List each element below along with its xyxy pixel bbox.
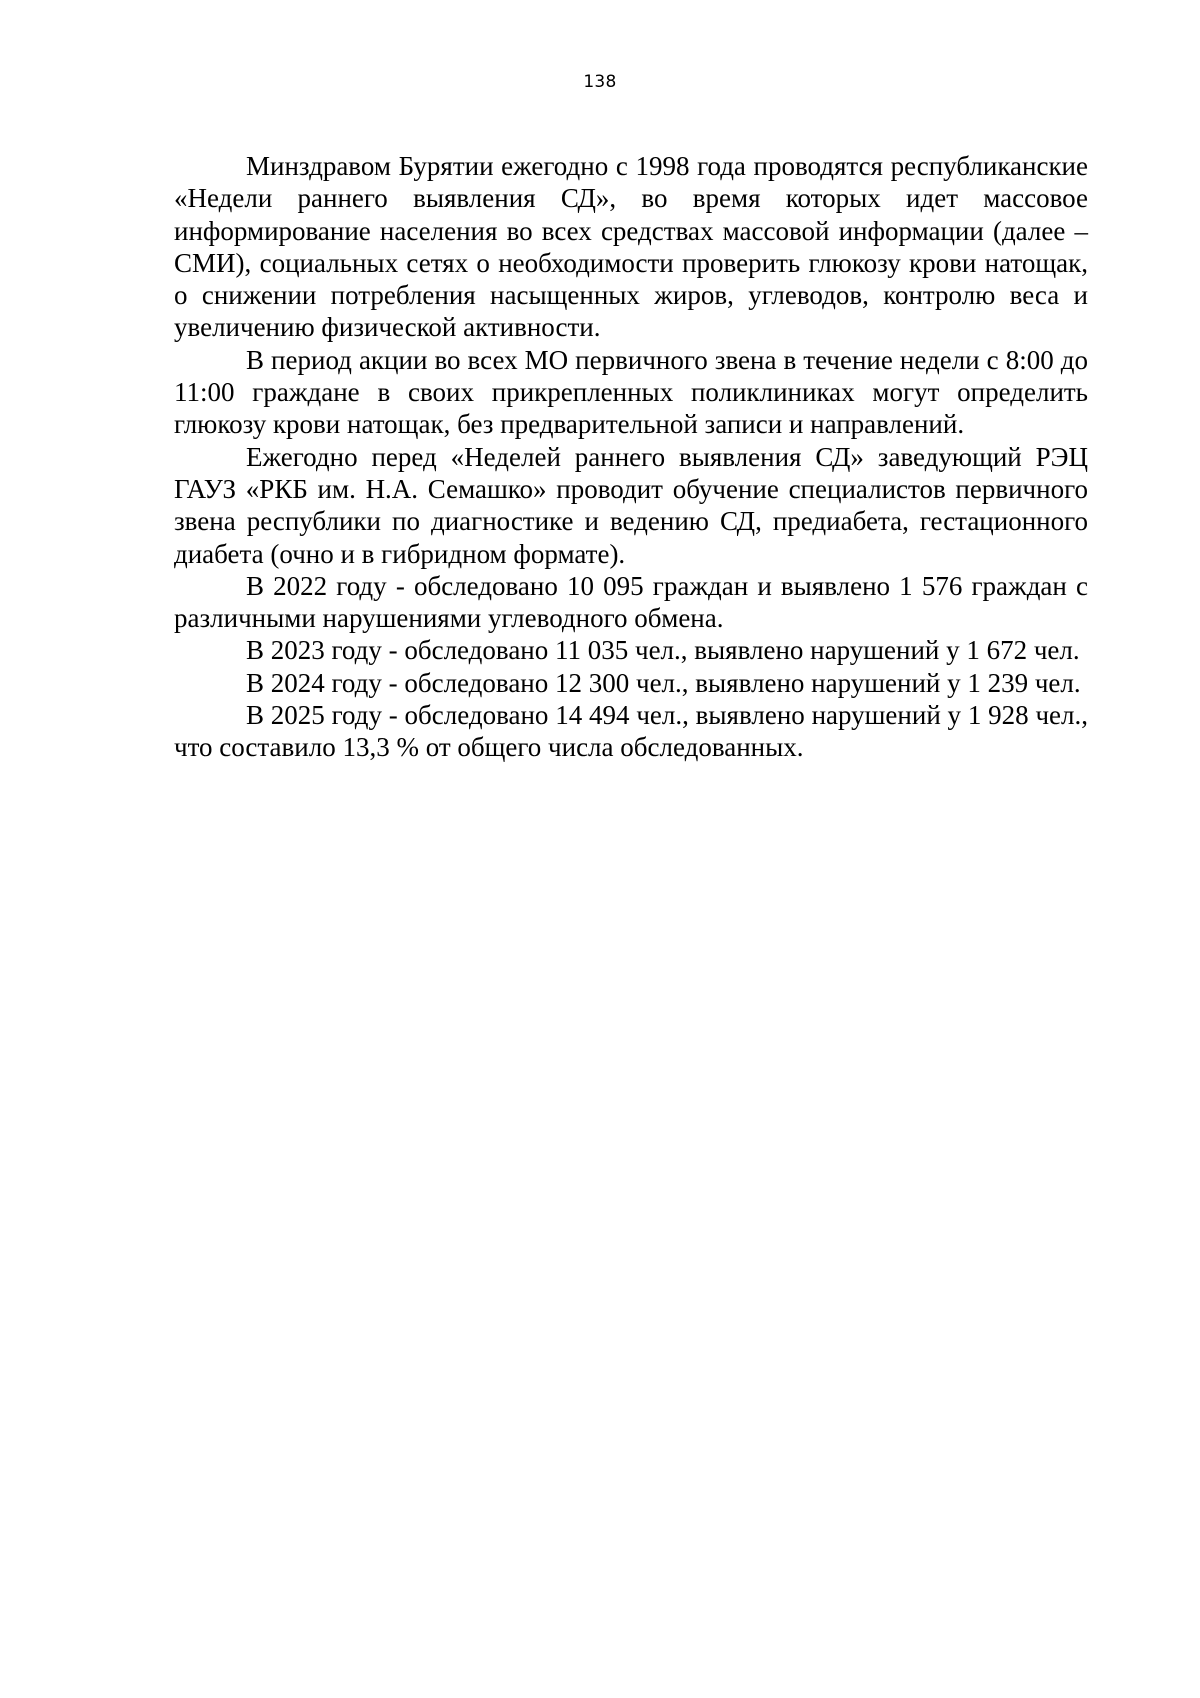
paragraph-results-2025: В 2025 году - обследовано 14 494 чел., выявлено нарушений у 1 928 чел., что составило 13,3 % от общего числа обследованных. <box>174 700 1088 763</box>
document-body <box>174 150 1088 764</box>
paragraph-specialist-training: Ежегодно перед «Неделей раннего выявления СД» заведующий РЭЦ ГАУЗ «РКБ им. Н.А. Семашко» проводит обучение специалистов первичного звена республики по диагностике и ведению СД, предиабета, гестационного диабета (очно и в гибридном формате). <box>174 441 1088 569</box>
page-number: 138 <box>583 72 617 92</box>
paragraph-results-2024: В 2024 году - обследовано 12 300 чел., выявлено нарушений у 1 239 чел. <box>246 667 1081 698</box>
paragraph-screening-campaign: Минздравом Бурятии ежегодно с 1998 года проводятся республиканские «Недели раннего выявления СД», во время которых идет массовое информирование населения во всех средствах массовой информации (далее – СМИ), социальных сетях о необходимости проверить глюкозу крови натощак, о снижении потребления насыщенных жиров, углеводов, контролю веса и увеличению физической активности. <box>174 151 1088 343</box>
paragraph-results-2022: В 2022 году - обследовано 10 095 граждан и выявлено 1 576 граждан с различными нарушениями углеводного обмена. <box>174 570 1088 634</box>
paragraph-campaign-hours: В период акции во всех МО первичного звена в течение недели с 8:00 до 11:00 граждане в своих прикрепленных поликлиниках могут определить глюкозу крови натощак, без предварительной записи и направлений. <box>174 344 1088 440</box>
paragraph-results-2023: В 2023 году - обследовано 11 035 чел., выявлено нарушений у 1 672 чел. <box>246 635 1080 666</box>
